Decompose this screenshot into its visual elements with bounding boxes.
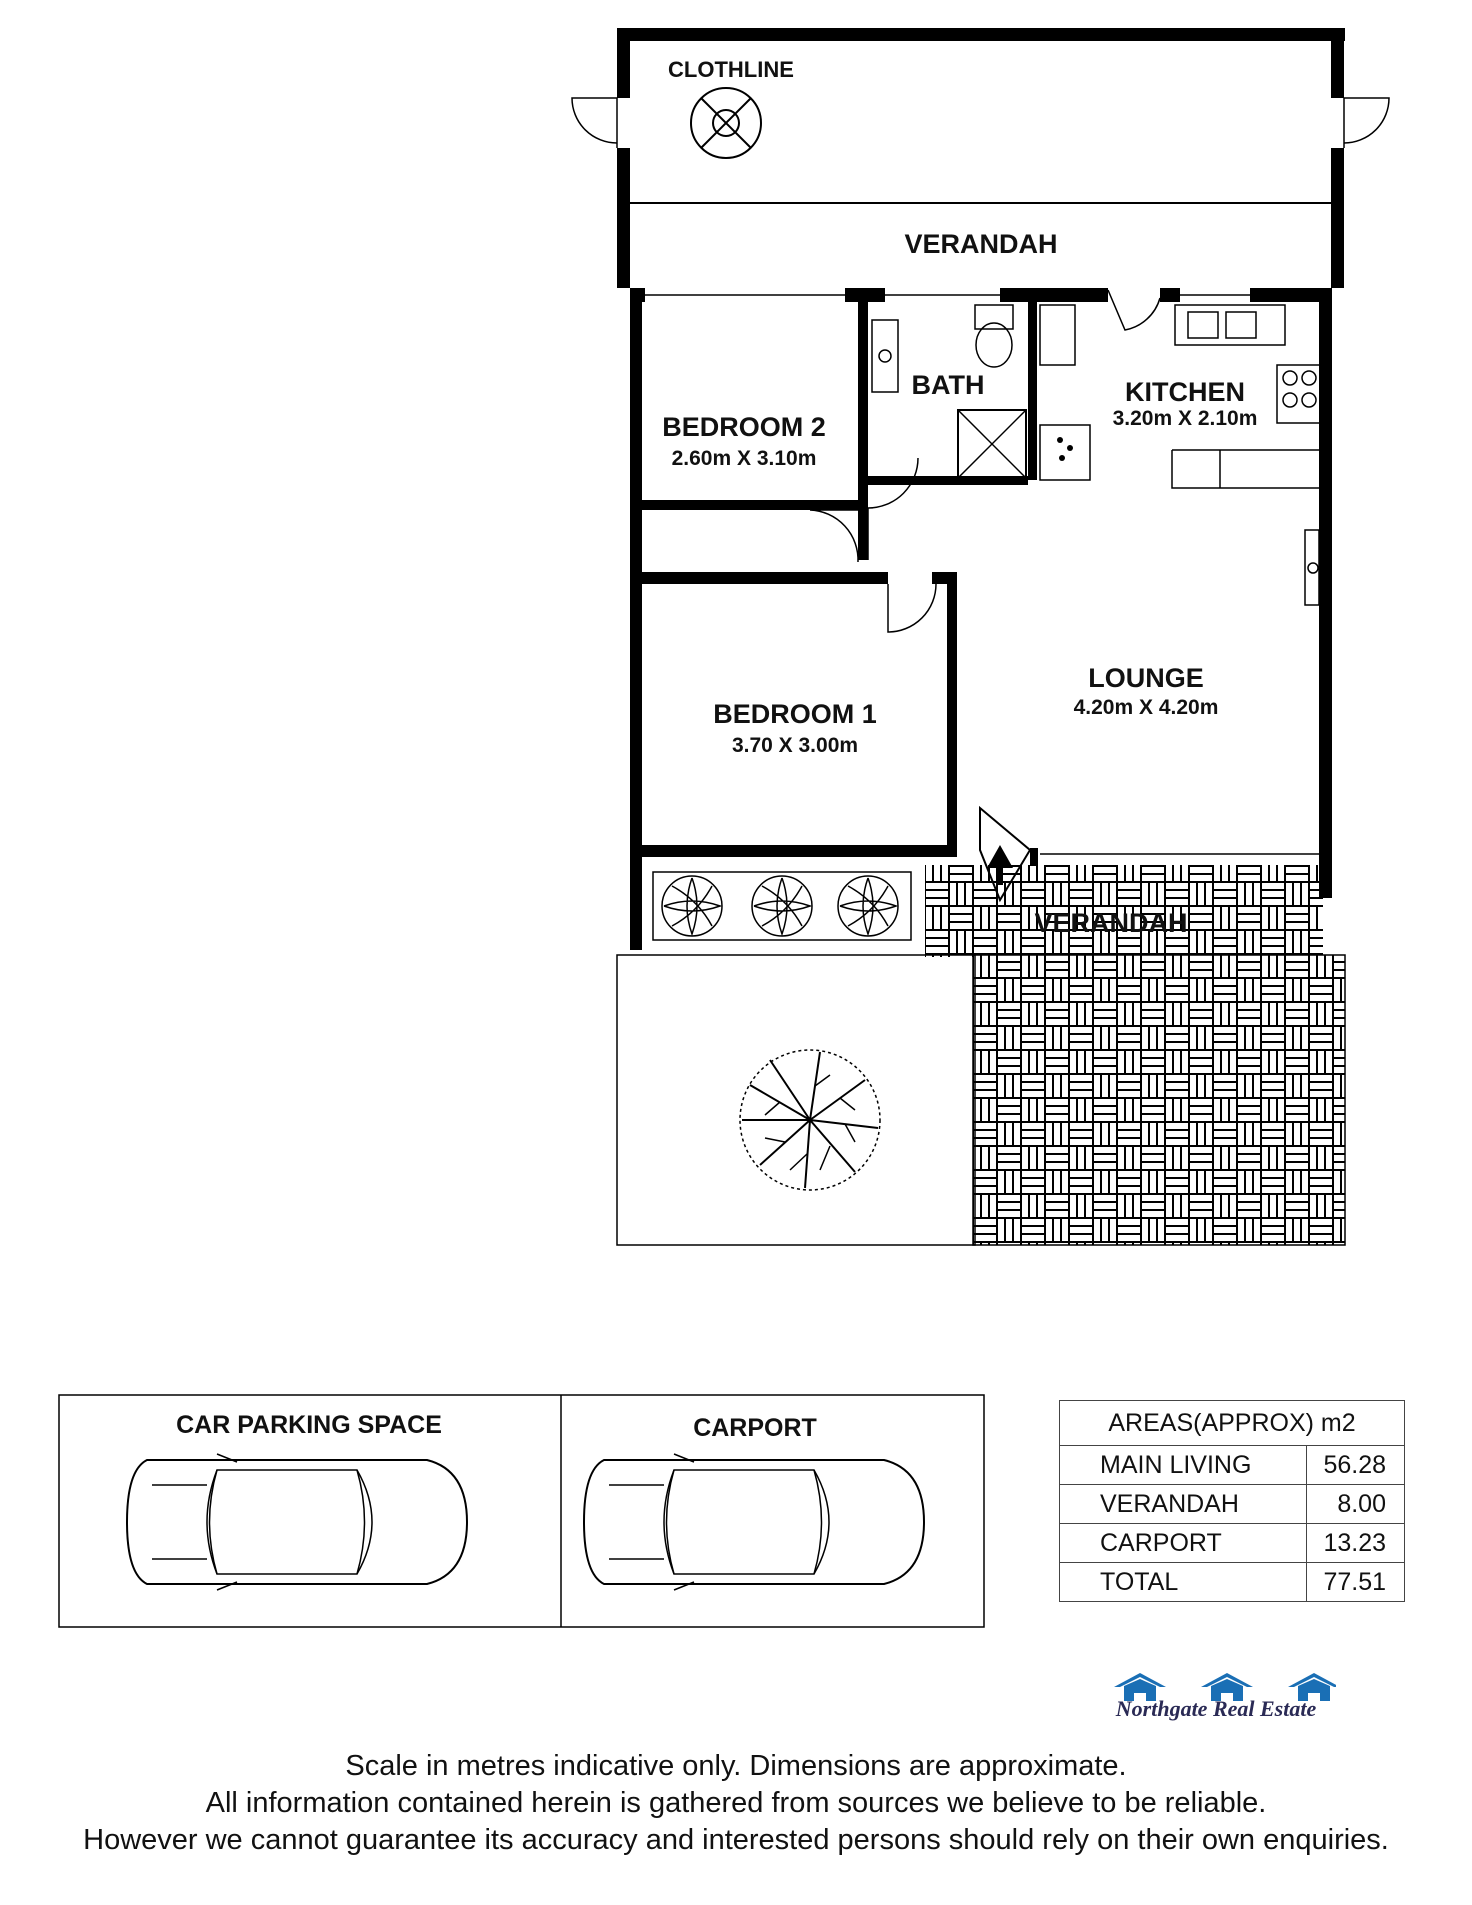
label-bedroom1: BEDROOM 1: [713, 699, 877, 729]
label-kitchen: KITCHEN: [1125, 377, 1245, 407]
area-label: VERANDAH: [1060, 1485, 1307, 1524]
car-icon: [584, 1454, 924, 1590]
doors: [572, 98, 1389, 900]
table-row: [1060, 1524, 1405, 1563]
area-value: 13.23: [1307, 1524, 1405, 1563]
area-label: TOTAL: [1060, 1563, 1307, 1602]
plant-icons: [653, 872, 911, 940]
label-verandah-bottom: VERANDAH: [1034, 908, 1188, 938]
areas-title-row: [1060, 1401, 1405, 1446]
label-clothline: CLOTHLINE: [668, 57, 794, 82]
dims-kitchen: 3.20m X 2.10m: [1112, 407, 1258, 430]
disclaimer: [0, 1748, 1472, 1859]
disclaimer-line: However we cannot guarantee its accuracy and interested persons should rely on their own enquiries.: [83, 1824, 1389, 1856]
kitchen-fixtures: [1040, 305, 1322, 605]
area-value: 56.28: [1307, 1446, 1405, 1485]
label-bedroom2: BEDROOM 2: [662, 412, 826, 442]
areas-title: AREAS(APPROX) m2: [1060, 1401, 1405, 1446]
label-lounge: LOUNGE: [1088, 663, 1204, 693]
brand-name: Northgate Real Estate: [1115, 1696, 1317, 1721]
area-value: 8.00: [1307, 1485, 1405, 1524]
disclaimer-line: All information contained herein is gathered from sources we believe to be reliable.: [205, 1787, 1267, 1819]
tree-icon: [740, 1050, 880, 1190]
dims-bedroom1: 3.70 X 3.00m: [731, 734, 859, 757]
label-carport: CARPORT: [693, 1414, 817, 1442]
area-value: 77.51: [1307, 1563, 1405, 1602]
disclaimer-line: Scale in metres indicative only. Dimensions are approximate.: [345, 1750, 1127, 1782]
car-icon: [127, 1454, 467, 1590]
dims-bedroom2: 2.60m X 3.10m: [671, 447, 817, 470]
label-car-parking-space: CAR PARKING SPACE: [176, 1411, 442, 1439]
dims-lounge: 4.20m X 4.20m: [1073, 696, 1219, 719]
label-verandah-top: VERANDAH: [904, 229, 1058, 259]
table-row: [1060, 1446, 1405, 1485]
clothline-icon: [691, 88, 761, 158]
area-label: MAIN LIVING: [1060, 1446, 1307, 1485]
table-row: [1060, 1563, 1405, 1602]
label-bath: BATH: [911, 370, 985, 400]
areas-table: [1059, 1400, 1405, 1602]
table-row: [1060, 1485, 1405, 1524]
area-label: CARPORT: [1060, 1524, 1307, 1563]
